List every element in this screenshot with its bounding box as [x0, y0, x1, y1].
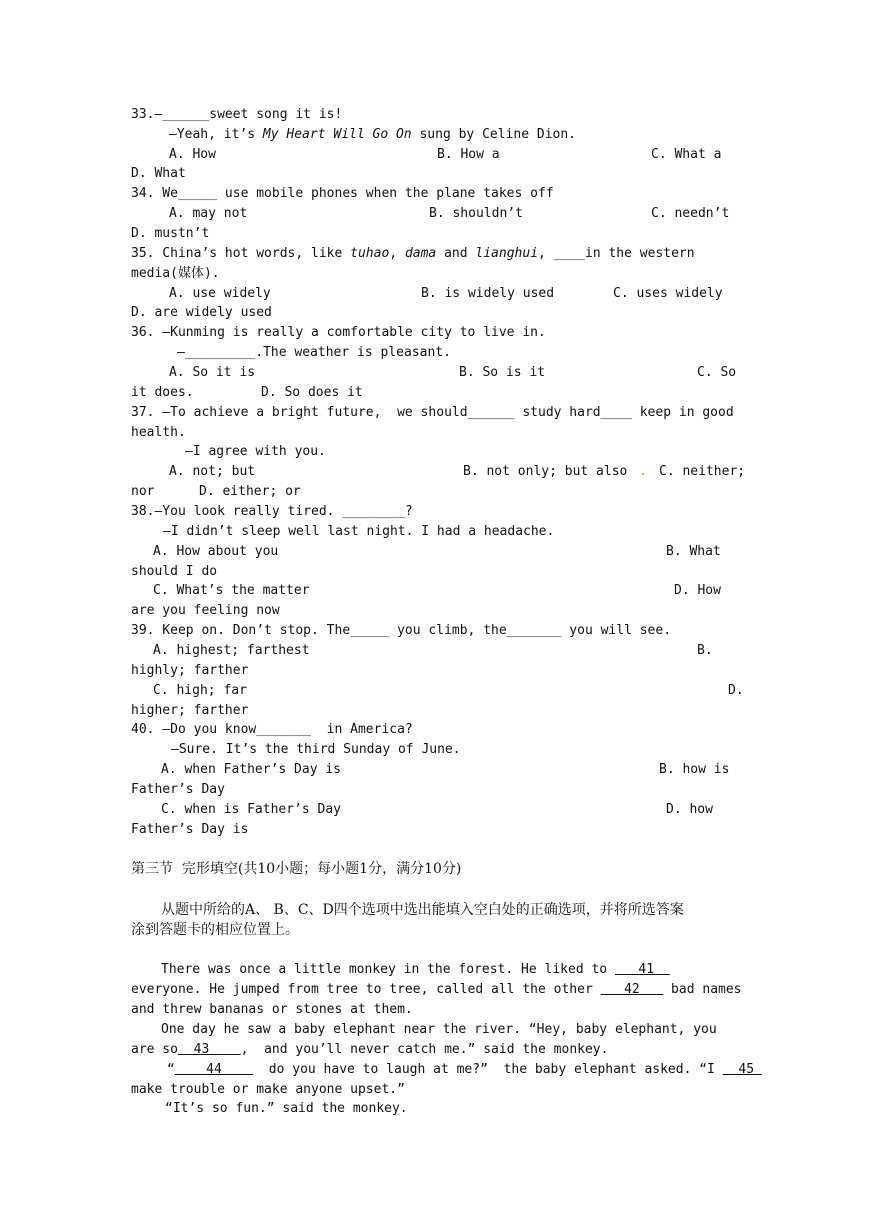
q33-reply-post: sung by Celine Dion. — [411, 127, 577, 142]
q39-stem: 39. Keep on. Don’t stop. The_____ you climb, the_______ you will see. — [131, 623, 672, 638]
passage-line — [167, 1060, 762, 1080]
q38-option-b: B. What — [666, 544, 721, 559]
passage-line — [131, 980, 742, 1000]
passage-line: “It’s so fun.” said the monkey. — [165, 1101, 408, 1116]
section-instructions-cont: 涂到答题卡的相应位置上。 — [131, 922, 299, 938]
passage-text: bad names — [663, 982, 742, 997]
q33-option-c: C. What a — [651, 147, 722, 162]
passage-line: One day he saw a baby elephant near the river. “Hey, baby elephant, you — [161, 1022, 717, 1037]
q35-word-dama: dama — [404, 246, 437, 261]
blank-43: 43 — [177, 1042, 241, 1057]
q38-option-a: A. How about you — [153, 544, 279, 559]
q37-reply: —I agree with you. — [185, 444, 326, 459]
q35-option-b: B. is widely used — [421, 286, 555, 301]
q34-option-c: C. needn’t — [651, 206, 730, 221]
q40-option-b: B. how is — [659, 762, 730, 777]
q34-stem: 34. We_____ use mobile phones when the plane takes off — [131, 186, 554, 201]
q36-option-a: A. So it is — [169, 365, 256, 380]
q40-option-d: D. how — [666, 802, 713, 817]
q38-option-d-cont: are you feeling now — [131, 603, 280, 618]
section-heading: 第三节 完形填空(共10小题；每小题1分，满分10分) — [131, 861, 462, 877]
q40-option-b-cont: Father’s Day — [131, 782, 225, 797]
q38-option-c: C. What’s the matter — [153, 583, 310, 598]
passage-line — [131, 1040, 608, 1060]
passage-text: everyone. He jumped from tree to tree, called all the other — [131, 982, 601, 997]
passage-line: make trouble or make anyone upset.” — [131, 1082, 405, 1097]
q37-stem: 37. —To achieve a bright future, we should______ study hard____ keep in good — [131, 405, 734, 420]
q37-option-c-cont: nor — [131, 484, 155, 499]
q39-option-d: D. — [728, 683, 744, 698]
q33-option-b: B. How a — [437, 147, 500, 162]
q37-stray-mark: . — [639, 464, 647, 479]
q37-option-c: C. neither; — [659, 464, 746, 479]
q40-option-c: C. when is Father’s Day — [161, 802, 342, 817]
q34-option-d: D. mustn’t — [131, 226, 210, 241]
q35-sep: and — [436, 246, 476, 261]
q39-option-d-cont: higher; farther — [131, 703, 249, 718]
q40-reply: —Sure. It’s the third Sunday of June. — [171, 742, 461, 757]
q37-option-d: D. either; or — [199, 484, 301, 499]
q37-option-b: B. not only; but also — [463, 464, 628, 479]
blank-44: 44 — [174, 1062, 254, 1077]
q39-option-a: A. highest; farthest — [153, 643, 310, 658]
passage-text: There was once a little monkey in the forest. He liked to — [161, 962, 615, 977]
q38-option-b-cont: should I do — [131, 564, 218, 579]
q37-option-a: A. not; but — [169, 464, 256, 479]
q36-option-b: B. So is it — [459, 365, 546, 380]
q38-option-d: D. How — [674, 583, 721, 598]
q35-stem — [131, 244, 695, 264]
passage-line: and threw bananas or stones at them. — [131, 1002, 413, 1017]
q40-option-a: A. when Father’s Day is — [161, 762, 342, 777]
q36-option-d: D. So does it — [261, 385, 363, 400]
passage-text: are so — [131, 1042, 178, 1057]
q35-word-tuhao: tuhao — [350, 246, 390, 261]
passage-text: “ — [167, 1062, 175, 1077]
q35-stem-post: , ____in the western — [538, 246, 695, 261]
q36-option-c: C. So — [697, 365, 737, 380]
q35-option-c: C. uses widely — [613, 286, 723, 301]
q36-reply: —_________.The weather is pleasant. — [177, 345, 451, 360]
q36-stem: 36. —Kunming is really a comfortable city to live in. — [131, 325, 546, 340]
q34-option-a: A. may not — [169, 206, 248, 221]
q39-option-b: B. — [697, 643, 713, 658]
q35-word-lianghui: lianghui — [475, 246, 539, 261]
q33-option-d: D. What — [131, 166, 186, 181]
q39-option-c: C. high; far — [153, 683, 247, 698]
q40-stem: 40. —Do you know_______ in America? — [131, 722, 413, 737]
q34-option-b: B. shouldn’t — [429, 206, 523, 221]
passage-line — [161, 960, 670, 980]
q38-reply: —I didn’t sleep well last night. I had a headache. — [163, 524, 555, 539]
q40-option-d-cont: Father’s Day is — [131, 822, 249, 837]
q38-stem: 38.—You look really tired. ________? — [131, 504, 413, 519]
q35-stem-line2: media(媒体). — [131, 266, 220, 281]
passage-text: do you have to laugh at me?” the baby elephant asked. “I — [253, 1062, 723, 1077]
q33-option-a: A. How — [169, 147, 216, 162]
q37-stem-line2: health. — [131, 425, 186, 440]
blank-41: 41 — [614, 962, 670, 977]
q39-option-b-cont: highly; farther — [131, 663, 249, 678]
section-instructions: 从题中所给的A、 B、C、D四个选项中选出能填入空白处的正确选项，并将所选答案 — [161, 902, 684, 918]
q33-reply — [169, 125, 576, 145]
q33-reply-pre: —Yeah, it’s — [169, 127, 263, 142]
q33-stem: 33.—______sweet song it is! — [131, 107, 343, 122]
q35-stem-pre: 35. China’s hot words, like — [131, 246, 351, 261]
passage-text: , and you’ll never catch me.” said the monkey. — [240, 1042, 609, 1057]
q35-option-a: A. use widely — [169, 286, 271, 301]
q36-option-c-cont: it does. — [131, 385, 194, 400]
q33-song-title: My Heart Will Go On — [262, 127, 412, 142]
blank-42: 42 — [600, 982, 664, 997]
q35-option-d: D. are widely used — [131, 305, 272, 320]
q35-sep: , — [389, 246, 405, 261]
blank-45: 45 — [722, 1062, 762, 1077]
